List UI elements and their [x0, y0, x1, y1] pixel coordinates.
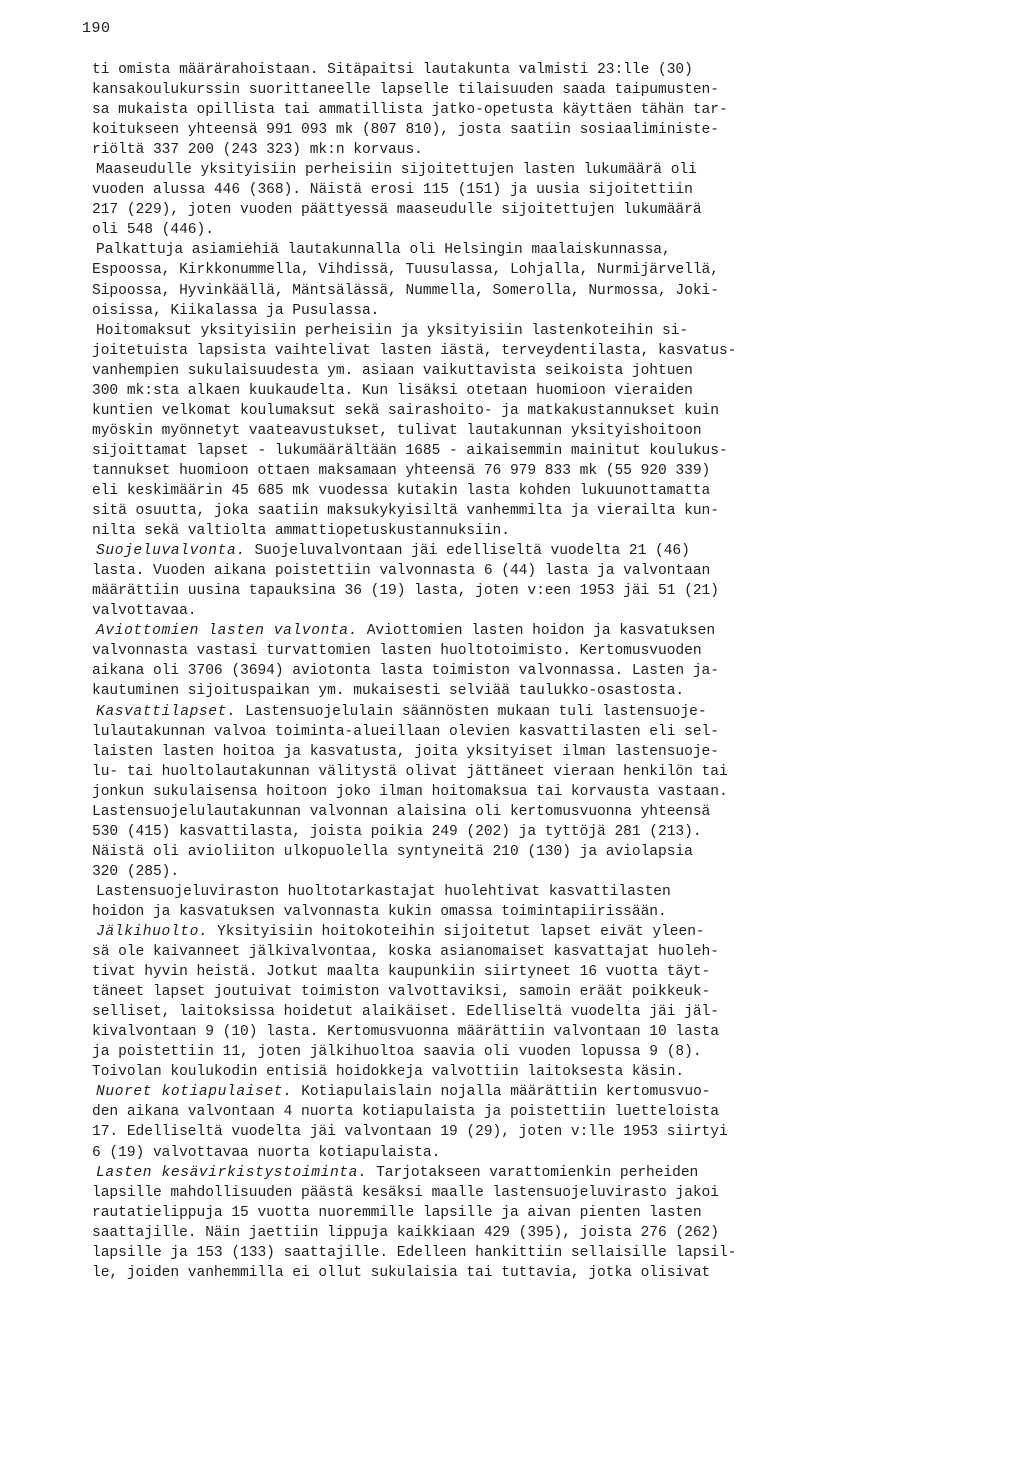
section-heading: Aviottomien lasten valvonta.	[96, 623, 359, 640]
line-text: täneet lapset joutuivat toimiston valvottaviksi, samoin eräät poikkeuk-	[92, 984, 711, 1001]
text-line	[92, 882, 992, 902]
line-text: Toivolan koulukodin entisiä hoidokkeja valvottiin laitoksesta käsin.	[92, 1064, 685, 1081]
text-line	[92, 742, 992, 762]
line-text: 320 (285).	[92, 863, 180, 880]
line-text: ti omista määrärahoistaan. Sitäpaitsi lautakunta valmisti 23:lle (30)	[92, 62, 693, 78]
line-text: Maaseudulle yksityisiin perheisiin sijoitettujen lasten lukumäärä oli	[96, 162, 697, 179]
text-line	[92, 641, 992, 661]
text-line	[92, 601, 992, 621]
text-line	[92, 441, 992, 461]
text-line	[92, 982, 992, 1002]
line-text: eli keskimäärin 45 685 mk vuodessa kutakin lasta kohden lukuunottamatta	[92, 482, 711, 499]
line-text: Lastensuojeluviraston huoltotarkastajat huolehtivat kasvattilasten	[96, 883, 671, 900]
line-text: laisten lasten hoitoa ja kasvatusta, joita yksityiset ilman lastensuoje-	[92, 743, 719, 760]
text-line	[92, 962, 992, 982]
line-text: kivalvontaan 9 (10) lasta. Kertomusvuonna määrättiin valvontaan 10 lasta	[92, 1024, 719, 1041]
text-line	[92, 541, 992, 561]
line-text: lulautakunnan valvoa toiminta-alueillaan olevien kasvattilasten eli sel-	[92, 723, 719, 740]
line-text: 17. Edelliseltä vuodelta jäi valvontaan 19 (29), joten v:lle 1953 siirtyi	[92, 1124, 728, 1141]
text-line	[92, 822, 992, 842]
line-text: Lastensuojelulautakunnan valvonnan alaisina oli kertomusvuonna yhteensä	[92, 803, 711, 820]
line-text: riöltä 337 200 (243 323) mk:n korvaus.	[92, 142, 423, 159]
body-text	[92, 60, 992, 1283]
text-line	[92, 521, 992, 541]
line-text: valvottavaa.	[92, 603, 197, 620]
line-text: 217 (229), joten vuoden päättyessä maaseudulle sijoitettujen lukumäärä	[92, 202, 702, 219]
line-text: tivat hyvin heistä. Jotkut maalta kaupunkiin siirtyneet 16 vuotta täyt-	[92, 964, 711, 981]
line-text: Näistä oli avioliiton ulkopuolella syntyneitä 210 (130) ja aviolapsia	[92, 843, 693, 860]
line-text: valvonnasta vastasi turvattomien lasten huoltotoimisto. Kertomusvuoden	[92, 643, 702, 660]
text-line	[92, 762, 992, 782]
line-text: Lastensuojelulain säännösten mukaan tuli lastensuoje-	[236, 703, 707, 720]
line-text: selliset, laitoksissa hoidetut alaikäiset. Edelliseltä vuodelta jäi jäl-	[92, 1004, 719, 1021]
line-text: lapsille ja 153 (133) saattajille. Edelleen hankittiin sellaisille lapsil-	[92, 1244, 737, 1261]
text-line	[92, 321, 992, 341]
line-text: sä ole kaivanneet jälkivalvontaa, koska asianomaiset kasvattajat huoleh-	[92, 944, 719, 961]
text-line	[92, 1263, 992, 1283]
line-text: lu- tai huoltolautakunnan välitystä olivat jättäneet vieraan henkilön tai	[92, 763, 728, 780]
section-heading: Suojeluvalvonta.	[96, 543, 246, 560]
text-line	[92, 1102, 992, 1122]
text-line	[92, 341, 992, 361]
text-line	[92, 1022, 992, 1042]
text-line	[92, 1143, 992, 1163]
line-text: jonkun sukulaisensa hoitoon joko ilman hoitomaksua tai korvausta vastaan.	[92, 783, 728, 800]
text-line	[92, 461, 992, 481]
line-text: ja poistettiin 11, joten jälkihuoltoa saavia oli vuoden lopussa 9 (8).	[92, 1044, 702, 1061]
line-text: Yksityisiin hoitokoteihin sijoitetut lapset eivät yleen-	[208, 924, 705, 941]
text-line	[92, 942, 992, 962]
line-text: Espoossa, Kirkkonummella, Vihdissä, Tuusulassa, Lohjalla, Nurmijärvellä,	[92, 262, 719, 279]
line-text: sijoittamat lapset - lukumäärältään 1685 - aikaisemmin mainitut koulukus-	[92, 442, 728, 459]
line-text: oisissa, Kiikalassa ja Pusulassa.	[92, 302, 380, 319]
line-text: lapsille mahdollisuuden päästä kesäksi maalle lastensuojeluvirasto jakoi	[92, 1184, 719, 1201]
text-line	[92, 1223, 992, 1243]
section-heading: Nuoret kotiapulaiset.	[96, 1084, 293, 1101]
line-text: Palkattuja asiamiehiä lautakunnalla oli Helsingin maalaiskunnassa,	[96, 242, 671, 259]
text-line	[92, 661, 992, 681]
text-line	[92, 220, 992, 240]
line-text: Kotiapulaislain nojalla määrättiin kertomusvuo-	[292, 1084, 711, 1101]
line-text: 6 (19) valvottavaa nuorta kotiapulaista.	[92, 1144, 441, 1161]
text-line	[92, 60, 992, 80]
text-line	[92, 722, 992, 742]
line-text: hoidon ja kasvatuksen valvonnasta kukin omassa toimintapiirissään.	[92, 903, 667, 920]
text-line	[92, 381, 992, 401]
text-line	[92, 702, 992, 722]
line-text: joitetuista lapsista vaihtelivat lasten iästä, terveydentilasta, kasvatus-	[92, 342, 737, 359]
line-text: kansakoulukurssin suorittaneelle lapselle tilaisuuden saada taipumusten-	[92, 82, 719, 99]
text-line	[92, 200, 992, 220]
text-line	[92, 561, 992, 581]
line-text: kuntien velkomat koulumaksut sekä sairashoito- ja matkakustannukset kuin	[92, 402, 719, 419]
line-text: Aviottomien lasten hoidon ja kasvatuksen	[358, 623, 716, 640]
text-line	[92, 1183, 992, 1203]
line-text: Suojeluvalvontaan jäi edelliseltä vuodelta 21 (46)	[245, 543, 690, 560]
text-line	[92, 802, 992, 822]
text-line	[92, 621, 992, 641]
text-line	[92, 260, 992, 280]
text-line	[92, 581, 992, 601]
line-text: vanhempien sukulaisuudesta ym. asiaan vaikuttavista seikoista johtuen	[92, 362, 693, 379]
section-heading: Jälkihuolto.	[96, 924, 209, 941]
text-line	[92, 361, 992, 381]
text-line	[92, 240, 992, 260]
text-line	[92, 481, 992, 501]
text-line	[92, 401, 992, 421]
text-line	[92, 1082, 992, 1102]
line-text: tannukset huomioon ottaen maksamaan yhteensä 76 979 833 mk (55 920 339)	[92, 462, 711, 479]
text-line	[92, 421, 992, 441]
line-text: vuoden alussa 446 (368). Näistä erosi 115 (151) ja uusia sijoitettiin	[92, 182, 693, 199]
line-text: oli 548 (446).	[92, 222, 214, 239]
line-text: sa mukaista opillista tai ammatillista jatko-opetusta käyttäen tähän tar-	[92, 102, 728, 119]
text-line	[92, 160, 992, 180]
line-text: 300 mk:sta alkaen kuukaudelta. Kun lisäksi otetaan huomioon vieraiden	[92, 382, 693, 399]
line-text: kautuminen sijoituspaikan ym. mukaisesti selviää taulukko-osastosta.	[92, 683, 685, 700]
text-line	[92, 922, 992, 942]
text-line	[92, 301, 992, 321]
text-line	[92, 1203, 992, 1223]
line-text: aikana oli 3706 (3694) aviotonta lasta toimiston valvonnassa. Lasten ja-	[92, 663, 719, 680]
line-text: lasta. Vuoden aikana poistettiin valvonnasta 6 (44) lasta ja valvontaan	[92, 563, 711, 580]
line-text: Hoitomaksut yksityisiin perheisiin ja yksityisiin lastenkoteihin si-	[96, 322, 689, 339]
text-line	[92, 1002, 992, 1022]
line-text: nilta sekä valtiolta ammattiopetuskustannuksiin.	[92, 523, 510, 540]
text-line	[92, 1042, 992, 1062]
line-text: rautatielippuja 15 vuotta nuoremmille lapsille ja aivan pienten lasten	[92, 1204, 702, 1221]
line-text: koitukseen yhteensä 991 093 mk (807 810), josta saatiin sosiaaliministe-	[92, 122, 719, 139]
line-text: myöskin myönnetyt vaateavustukset, tulivat lautakunnan yksityishoitoon	[92, 422, 702, 439]
line-text: Tarjotakseen varattomienkin perheiden	[367, 1164, 699, 1181]
text-line	[92, 681, 992, 701]
text-line	[92, 902, 992, 922]
text-line	[92, 1243, 992, 1263]
text-line	[92, 281, 992, 301]
text-line	[92, 501, 992, 521]
line-text: den aikana valvontaan 4 nuorta kotiapulaista ja poistettiin luetteloista	[92, 1104, 719, 1121]
text-line	[92, 862, 992, 882]
line-text: määrättiin uusina tapauksina 36 (19) lasta, joten v:een 1953 jäi 51 (21)	[92, 583, 719, 600]
line-text: le, joiden vanhemmilla ei ollut sukulaisia tai tuttavia, jotka olisivat	[92, 1264, 711, 1281]
line-text: sitä osuutta, joka saatiin maksukykyisiltä vanhemmilta ja vierailta kun-	[92, 503, 719, 520]
line-text: Sipoossa, Hyvinkäällä, Mäntsälässä, Nummella, Somerolla, Nurmossa, Joki-	[92, 282, 719, 299]
line-text: saattajille. Näin jaettiin lippuja kaikkiaan 429 (395), joista 276 (262)	[92, 1224, 719, 1241]
page-number: 190	[82, 20, 111, 37]
text-line	[92, 180, 992, 200]
text-line	[92, 120, 992, 140]
section-heading: Lasten kesävirkistystoiminta.	[96, 1164, 368, 1181]
text-line	[92, 140, 992, 160]
text-line	[92, 842, 992, 862]
text-line	[92, 100, 992, 120]
text-line	[92, 1062, 992, 1082]
text-line	[92, 1163, 992, 1183]
text-line	[92, 782, 992, 802]
section-heading: Kasvattilapset.	[96, 703, 237, 720]
text-line	[92, 1122, 992, 1142]
line-text: 530 (415) kasvattilasta, joista poikia 249 (202) ja tyttöjä 281 (213).	[92, 823, 702, 840]
text-line	[92, 80, 992, 100]
